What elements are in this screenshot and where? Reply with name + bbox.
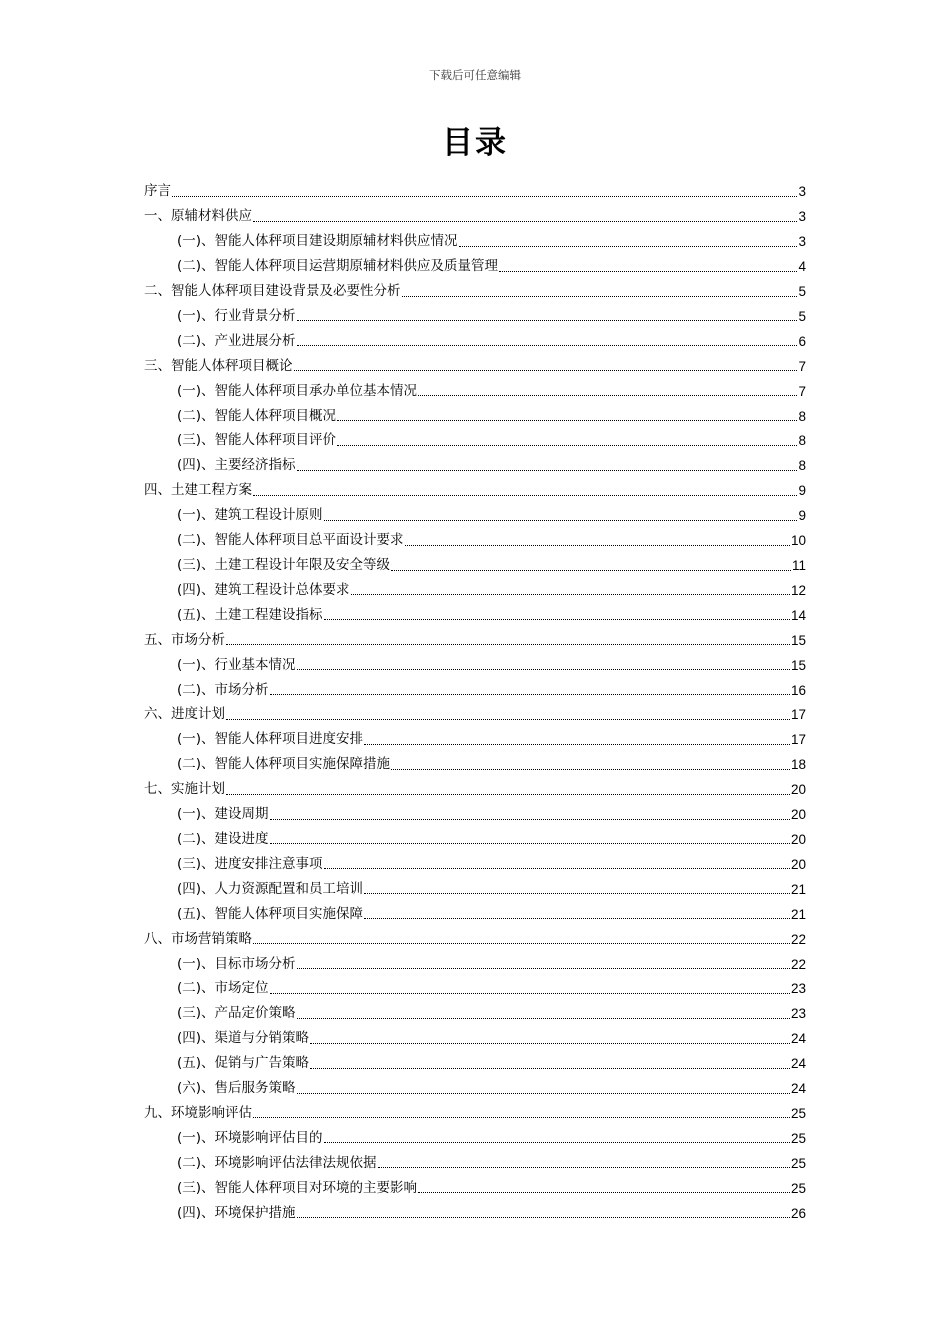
toc-entry[interactable] bbox=[144, 723, 806, 748]
toc-dot-leader bbox=[418, 395, 797, 396]
toc-dot-leader bbox=[253, 495, 797, 496]
toc-entry[interactable] bbox=[144, 673, 806, 698]
toc-page-number: 24 bbox=[790, 1081, 806, 1097]
toc-page-number: 5 bbox=[798, 284, 806, 300]
toc-dot-leader bbox=[294, 370, 798, 371]
toc-page-number: 20 bbox=[790, 807, 806, 823]
table-of-contents bbox=[144, 175, 806, 1221]
toc-entry[interactable] bbox=[144, 773, 806, 798]
toc-entry-text: (一)、环境影响评估目的 bbox=[177, 1129, 323, 1146]
toc-entry-text: (五)、促销与广告策略 bbox=[177, 1055, 310, 1072]
toc-entry[interactable] bbox=[144, 1171, 806, 1196]
toc-entry[interactable] bbox=[144, 524, 806, 549]
toc-entry-text: (三)、土建工程设计年限及安全等级 bbox=[177, 557, 391, 573]
toc-dot-leader bbox=[270, 993, 790, 994]
toc-entry[interactable] bbox=[144, 275, 806, 300]
toc-page-number: 8 bbox=[798, 458, 806, 474]
toc-entry[interactable] bbox=[144, 324, 806, 349]
toc-dot-leader bbox=[351, 594, 790, 595]
toc-page-number: 25 bbox=[790, 1155, 806, 1171]
toc-dot-leader bbox=[270, 843, 790, 844]
toc-entry[interactable] bbox=[144, 847, 806, 872]
toc-entry-text: (三)、产品定价策略 bbox=[177, 1005, 296, 1022]
toc-dot-leader bbox=[364, 918, 790, 919]
toc-entry-text: (三)、进度安排注意事项 bbox=[177, 855, 323, 872]
toc-page-number: 25 bbox=[790, 1105, 806, 1121]
toc-entry-text: (二)、建设进度 bbox=[177, 830, 269, 847]
toc-page-number: 12 bbox=[790, 582, 806, 598]
toc-entry[interactable] bbox=[144, 200, 806, 225]
toc-dot-leader bbox=[391, 769, 790, 770]
toc-dot-leader bbox=[226, 644, 790, 645]
toc-page-number: 5 bbox=[798, 308, 806, 324]
toc-entry[interactable] bbox=[144, 499, 806, 524]
toc-entry-text: (二)、市场定位 bbox=[177, 980, 269, 997]
toc-dot-leader bbox=[297, 669, 790, 670]
toc-entry-text: (一)、智能人体秤项目承办单位基本情况 bbox=[177, 382, 418, 399]
toc-entry[interactable] bbox=[144, 1146, 806, 1171]
toc-entry-text: 六、进度计划 bbox=[144, 706, 225, 723]
header-note: 下载后可任意编辑 bbox=[429, 68, 521, 82]
toc-page-number: 20 bbox=[790, 782, 806, 798]
toc-entry-text: 三、智能人体秤项目概论 bbox=[144, 357, 293, 374]
toc-dot-leader bbox=[270, 694, 790, 695]
toc-page-number: 24 bbox=[790, 1056, 806, 1072]
toc-entry[interactable] bbox=[144, 872, 806, 897]
toc-page-number: 21 bbox=[790, 906, 806, 922]
toc-page-number: 7 bbox=[798, 358, 806, 374]
toc-entry[interactable] bbox=[144, 449, 806, 474]
toc-dot-leader bbox=[499, 271, 797, 272]
toc-entry[interactable] bbox=[144, 250, 806, 275]
toc-dot-leader bbox=[310, 1068, 790, 1069]
toc-page-number: 10 bbox=[790, 533, 806, 549]
toc-page-number: 6 bbox=[798, 333, 806, 349]
toc-entry[interactable] bbox=[144, 1196, 806, 1221]
toc-entry-text: (四)、渠道与分销策略 bbox=[177, 1030, 310, 1047]
toc-entry[interactable] bbox=[144, 300, 806, 325]
toc-entry[interactable] bbox=[144, 698, 806, 723]
toc-page-number: 15 bbox=[790, 657, 806, 673]
toc-page-number: 8 bbox=[798, 433, 806, 449]
toc-entry[interactable] bbox=[144, 175, 806, 200]
toc-entry-text: (一)、智能人体秤项目进度安排 bbox=[177, 731, 364, 748]
toc-entry-text: (一)、行业基本情况 bbox=[177, 656, 296, 673]
toc-dot-leader bbox=[324, 1142, 790, 1143]
toc-dot-leader bbox=[297, 320, 798, 321]
toc-entry[interactable] bbox=[144, 648, 806, 673]
toc-dot-leader bbox=[324, 520, 798, 521]
toc-dot-leader bbox=[418, 1192, 790, 1193]
toc-dot-leader bbox=[253, 943, 790, 944]
toc-entry-text: (二)、智能人体秤项目总平面设计要求 bbox=[177, 532, 404, 549]
toc-page-number: 15 bbox=[790, 632, 806, 648]
toc-page-number: 21 bbox=[790, 881, 806, 897]
toc-entry[interactable] bbox=[144, 798, 806, 823]
toc-entry[interactable] bbox=[144, 972, 806, 997]
toc-entry-text: 序言 bbox=[144, 183, 171, 200]
toc-entry-text: (一)、智能人体秤项目建设期原辅材料供应情况 bbox=[177, 233, 458, 250]
toc-entry-text: (一)、行业背景分析 bbox=[177, 307, 296, 324]
toc-page-number: 23 bbox=[790, 981, 806, 997]
toc-entry[interactable] bbox=[144, 947, 806, 972]
toc-page-number: 22 bbox=[790, 956, 806, 972]
toc-entry-text: (一)、建筑工程设计原则 bbox=[177, 507, 323, 524]
toc-entry-text: (二)、产业进展分析 bbox=[177, 332, 296, 349]
toc-entry[interactable] bbox=[144, 922, 806, 947]
toc-entry-text: (一)、目标市场分析 bbox=[177, 955, 296, 972]
toc-dot-leader bbox=[226, 719, 790, 720]
toc-entry-text: 一、原辅材料供应 bbox=[144, 208, 252, 225]
toc-dot-leader bbox=[253, 1117, 790, 1118]
toc-page-number: 11 bbox=[791, 558, 806, 573]
toc-dot-leader bbox=[324, 868, 790, 869]
toc-entry-text: (二)、智能人体秤项目运营期原辅材料供应及质量管理 bbox=[177, 258, 499, 275]
toc-dot-leader bbox=[324, 619, 790, 620]
toc-dot-leader bbox=[297, 1217, 790, 1218]
toc-page-number: 3 bbox=[798, 209, 806, 225]
toc-dot-leader bbox=[297, 1093, 790, 1094]
toc-dot-leader bbox=[402, 296, 798, 297]
toc-entry-text: (五)、智能人体秤项目实施保障 bbox=[177, 905, 364, 922]
toc-page-number: 8 bbox=[798, 408, 806, 424]
toc-page-number: 9 bbox=[798, 508, 806, 524]
toc-dot-leader bbox=[172, 196, 797, 197]
toc-dot-leader bbox=[226, 794, 790, 795]
toc-dot-leader bbox=[297, 968, 790, 969]
toc-entry[interactable] bbox=[144, 823, 806, 848]
toc-page-number: 24 bbox=[790, 1031, 806, 1047]
toc-entry-text: (五)、土建工程建设指标 bbox=[177, 606, 323, 623]
toc-entry-text: (二)、智能人体秤项目实施保障措施 bbox=[177, 756, 391, 773]
toc-dot-leader bbox=[337, 420, 797, 421]
toc-entry[interactable] bbox=[144, 1097, 806, 1122]
toc-entry[interactable] bbox=[144, 549, 806, 574]
toc-dot-leader bbox=[310, 1043, 790, 1044]
toc-entry[interactable] bbox=[144, 748, 806, 773]
toc-entry[interactable] bbox=[144, 598, 806, 623]
toc-page-number: 20 bbox=[790, 831, 806, 847]
toc-entry-text: (六)、售后服务策略 bbox=[177, 1080, 296, 1097]
toc-page-number: 17 bbox=[790, 707, 806, 723]
toc-dot-leader bbox=[364, 744, 790, 745]
toc-dot-leader bbox=[391, 570, 791, 571]
toc-dot-leader bbox=[459, 246, 798, 247]
toc-entry-text: (二)、环境影响评估法律法规依据 bbox=[177, 1154, 377, 1171]
toc-entry-text: 二、智能人体秤项目建设背景及必要性分析 bbox=[144, 283, 401, 300]
toc-entry-text: 五、市场分析 bbox=[144, 631, 225, 648]
toc-entry[interactable] bbox=[144, 574, 806, 599]
toc-dot-leader bbox=[297, 345, 798, 346]
toc-entry-text: 八、市场营销策略 bbox=[144, 930, 252, 947]
toc-title: 目录 bbox=[442, 125, 508, 161]
toc-entry-text: (三)、智能人体秤项目对环境的主要影响 bbox=[177, 1179, 418, 1196]
toc-page-number: 17 bbox=[790, 732, 806, 748]
toc-entry-text: (四)、人力资源配置和员工培训 bbox=[177, 880, 364, 897]
toc-entry-text: (四)、主要经济指标 bbox=[177, 457, 296, 474]
toc-page-number: 18 bbox=[790, 757, 806, 773]
toc-dot-leader bbox=[297, 470, 798, 471]
toc-entry-text: (一)、建设周期 bbox=[177, 806, 269, 823]
toc-dot-leader bbox=[253, 221, 797, 222]
toc-entry-text: 九、环境影响评估 bbox=[144, 1104, 252, 1121]
toc-page-number: 3 bbox=[798, 234, 806, 250]
toc-entry[interactable] bbox=[144, 474, 806, 499]
toc-entry-text: (三)、智能人体秤项目评价 bbox=[177, 432, 337, 449]
toc-entry-text: (二)、市场分析 bbox=[177, 681, 269, 698]
toc-entry[interactable] bbox=[144, 349, 806, 374]
toc-page-number: 25 bbox=[790, 1130, 806, 1146]
toc-page-number: 20 bbox=[790, 856, 806, 872]
toc-entry[interactable] bbox=[144, 1121, 806, 1146]
toc-entry[interactable] bbox=[144, 1047, 806, 1072]
toc-page-number: 7 bbox=[798, 383, 806, 399]
toc-entry[interactable] bbox=[144, 623, 806, 648]
toc-page-number: 14 bbox=[790, 607, 806, 623]
toc-entry-text: 七、实施计划 bbox=[144, 781, 225, 798]
toc-entry-text: (四)、建筑工程设计总体要求 bbox=[177, 581, 350, 598]
toc-page-number: 22 bbox=[790, 931, 806, 947]
toc-dot-leader bbox=[378, 1167, 790, 1168]
toc-entry[interactable] bbox=[144, 1072, 806, 1097]
toc-entry[interactable] bbox=[144, 374, 806, 399]
toc-page-number: 23 bbox=[790, 1006, 806, 1022]
toc-entry-text: (二)、智能人体秤项目概况 bbox=[177, 407, 337, 424]
toc-dot-leader bbox=[405, 545, 790, 546]
toc-entry[interactable] bbox=[144, 399, 806, 424]
toc-entry[interactable] bbox=[144, 1022, 806, 1047]
toc-dot-leader bbox=[364, 893, 790, 894]
toc-dot-leader bbox=[270, 819, 790, 820]
toc-entry[interactable] bbox=[144, 997, 806, 1022]
toc-page-number: 3 bbox=[798, 184, 806, 200]
toc-entry-text: (四)、环境保护措施 bbox=[177, 1204, 296, 1221]
toc-dot-leader bbox=[297, 1018, 790, 1019]
toc-entry[interactable] bbox=[144, 225, 806, 250]
toc-dot-leader bbox=[337, 445, 797, 446]
toc-entry-text: 四、土建工程方案 bbox=[144, 482, 252, 499]
toc-entry[interactable] bbox=[144, 897, 806, 922]
toc-page-number: 26 bbox=[790, 1205, 806, 1221]
toc-page-number: 16 bbox=[790, 682, 806, 698]
toc-page-number: 25 bbox=[790, 1180, 806, 1196]
toc-page-number: 4 bbox=[798, 259, 806, 275]
toc-page-number: 9 bbox=[798, 483, 806, 499]
toc-entry[interactable] bbox=[144, 424, 806, 449]
